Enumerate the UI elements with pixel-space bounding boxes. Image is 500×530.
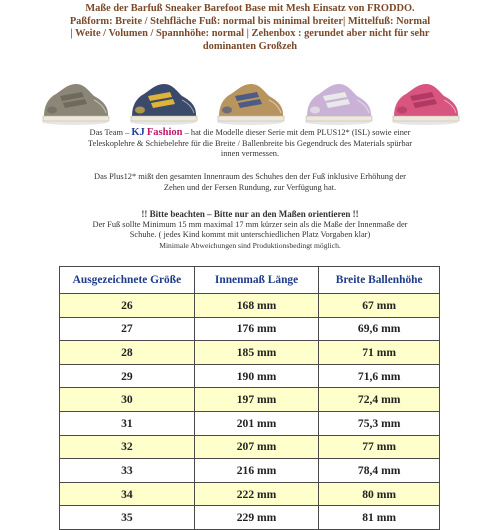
notice-warning: !! Bitte beachten – Bitte nur an den Maßen orientieren !! xyxy=(141,209,359,219)
brand-fashion: Fashion xyxy=(146,127,183,138)
table-row xyxy=(60,506,440,530)
shoe-image-grey xyxy=(38,70,112,126)
shoe-image-navy xyxy=(126,70,200,126)
cell-inner-length: 185 mm xyxy=(194,341,319,365)
cell-size: 29 xyxy=(60,364,195,388)
cell-size: 31 xyxy=(60,411,195,435)
intro-paragraph xyxy=(8,128,492,160)
cell-ball-width: 71 mm xyxy=(319,341,440,365)
header-ball-width: Breite Ballenhöhe xyxy=(319,267,440,294)
brand-kj: KJ xyxy=(131,127,145,138)
table-body xyxy=(60,294,440,530)
cell-inner-length: 190 mm xyxy=(194,364,319,388)
cell-ball-width: 77 mm xyxy=(319,435,440,459)
table-row xyxy=(60,435,440,459)
heading-line-4: dominanten Großzeh xyxy=(202,40,298,52)
heading-line-2: Paßform: Breite / Stehfläche Fuß: normal bis minimal breiter| Mittelfuß: Normal xyxy=(69,15,431,27)
cell-ball-width: 78,4 mm xyxy=(319,459,440,483)
cell-size: 26 xyxy=(60,294,195,318)
cell-ball-width: 71,6 mm xyxy=(319,364,440,388)
notice-line-1: Der Fuß sollte Minimum 15 mm maximal 17 mm kürzer sein als die Maße der Innenmaße der xyxy=(92,219,408,229)
shoe-gallery xyxy=(38,68,462,126)
heading-line-3: | Weite / Volumen / Spannhöhe: normal | Zehenbox : gerundet aber nicht für sehr xyxy=(70,28,430,40)
cell-size: 30 xyxy=(60,388,195,412)
shoe-image-tan xyxy=(213,70,287,126)
header-size: Ausgezeichnete Größe xyxy=(60,267,195,294)
table-row xyxy=(60,341,440,365)
cell-ball-width: 81 mm xyxy=(319,506,440,530)
cell-inner-length: 207 mm xyxy=(194,435,319,459)
table-row xyxy=(60,317,440,341)
cell-ball-width: 75,3 mm xyxy=(319,411,440,435)
table-row xyxy=(60,411,440,435)
cell-ball-width: 80 mm xyxy=(319,482,440,506)
table-row xyxy=(60,364,440,388)
cell-inner-length: 216 mm xyxy=(194,459,319,483)
plus12-line-1: Das Plus12* mißt den gesamten Innenraum des Schuhes den der Fuß inklusive Erhöhung der xyxy=(94,172,406,181)
cell-size: 27 xyxy=(60,317,195,341)
notice-paragraph xyxy=(8,209,492,251)
notice-line-2: Schuhe. ( jedes Kind kommt mit unterschiedlichen Platz Vorgaben klar) xyxy=(129,230,371,240)
intro-prefix: Das Team – xyxy=(89,128,132,137)
table-row xyxy=(60,294,440,318)
plus12-paragraph xyxy=(8,172,492,193)
cell-size: 33 xyxy=(60,459,195,483)
table-header-row xyxy=(60,267,440,294)
heading-line-1: Maße der Barfuß Sneaker Barefoot Base mit Mesh Einsatz von FRODDO. xyxy=(85,3,415,14)
table-row xyxy=(60,388,440,412)
table-row xyxy=(60,482,440,506)
cell-inner-length: 197 mm xyxy=(194,388,319,412)
table-row xyxy=(60,459,440,483)
cell-size: 35 xyxy=(60,506,195,530)
cell-ball-width: 72,4 mm xyxy=(319,388,440,412)
cell-size: 32 xyxy=(60,435,195,459)
size-table xyxy=(59,266,440,530)
cell-inner-length: 201 mm xyxy=(194,411,319,435)
cell-ball-width: 67 mm xyxy=(319,294,440,318)
plus12-line-2: Zehen und der Fersen Rundung, zur Verfügung hat. xyxy=(163,182,337,192)
shoe-image-lilac xyxy=(301,70,375,126)
cell-ball-width: 69,6 mm xyxy=(319,317,440,341)
intro-line-1: – hat die Modelle dieser Serie mit dem PLUS12* (ISL) sowie einer xyxy=(182,128,411,137)
notice-line-3: Minimale Abweichungen sind Produktionsbedingt möglich. xyxy=(159,240,341,250)
intro-line-3: innen vermessen. xyxy=(220,149,280,159)
intro-line-2: Teleskoplehre & Schiebelehre für die Breite / Ballenbreite bis Gegendruck des Materials spürbar xyxy=(87,138,413,148)
cell-inner-length: 176 mm xyxy=(194,317,319,341)
cell-inner-length: 229 mm xyxy=(194,506,319,530)
cell-inner-length: 168 mm xyxy=(194,294,319,318)
cell-inner-length: 222 mm xyxy=(194,482,319,506)
cell-size: 28 xyxy=(60,341,195,365)
shoe-image-pink xyxy=(388,70,462,126)
page-heading xyxy=(6,3,494,53)
cell-size: 34 xyxy=(60,482,195,506)
header-inner-length: Innenmaß Länge xyxy=(194,267,319,294)
